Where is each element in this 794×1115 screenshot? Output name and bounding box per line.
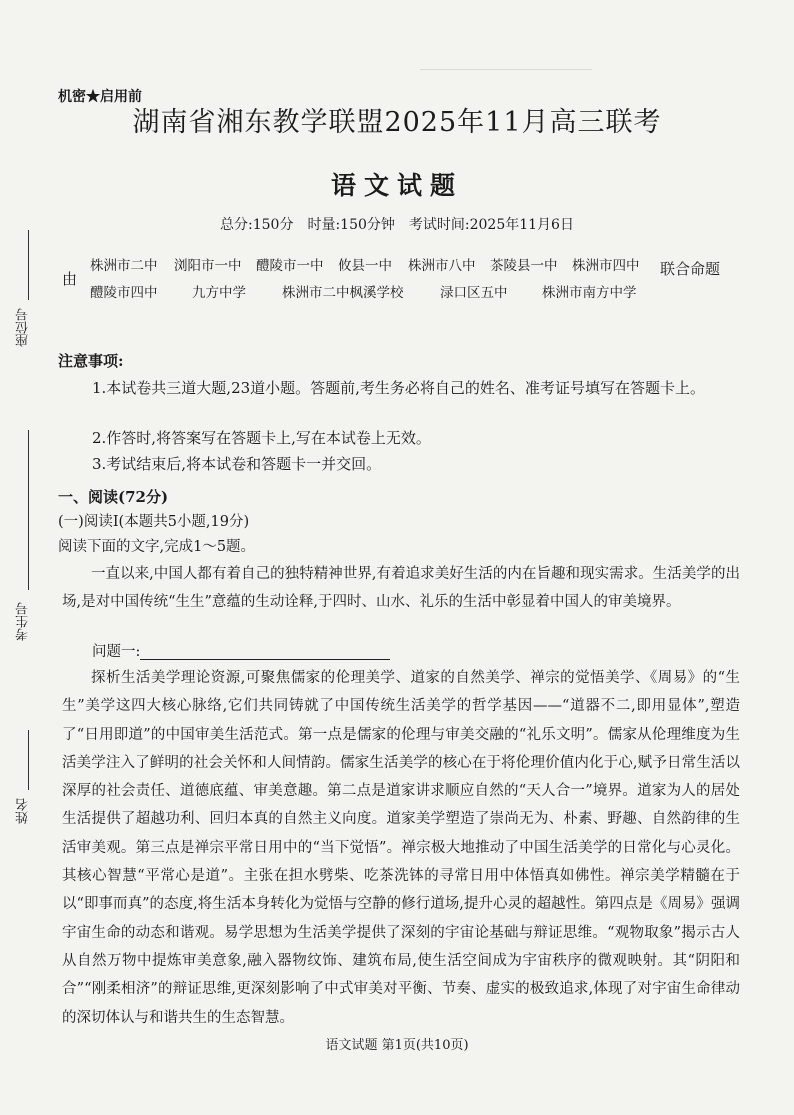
name-line xyxy=(28,730,29,790)
show-through-texture: ────────────────────── xyxy=(420,63,593,78)
question-1-prompt xyxy=(92,640,390,661)
exam-title: 湖南省湘东教学联盟2025年11月高三联考 xyxy=(132,107,662,138)
school-name: 株洲市二中 xyxy=(90,258,158,274)
note-item: 1.本试卷共三道大题,23道小题。答题前,考生务必将自己的姓名、准考证号填写在答题卡上。 xyxy=(92,379,705,397)
school-name: 茶陵县一中 xyxy=(490,258,558,274)
school-name: 浏阳市一中 xyxy=(174,258,242,274)
school-name: 株洲市四中 xyxy=(572,258,640,274)
exam-no-label: 考生号 xyxy=(16,602,31,641)
seat-line xyxy=(28,230,29,300)
section-heading: 一、阅读(72分) xyxy=(58,488,169,506)
confidential-mark: 机密★启用前 xyxy=(58,89,142,105)
question-1-label: 问题一: xyxy=(92,644,141,660)
note-item: 3.考试结束后,将本试卷和答题卡一并交回。 xyxy=(92,455,382,473)
page-footer: 语文试题 第1页(共10页) xyxy=(325,1038,469,1053)
notes-heading: 注意事项: xyxy=(58,352,124,370)
seat-label: 座位号 xyxy=(16,308,31,347)
subsection-heading: (一)阅读Ⅰ(本题共5小题,19分) xyxy=(58,514,250,530)
binding-margin xyxy=(14,230,48,870)
passage-paragraph-2: 探析生活美学理论资源,可聚焦儒家的伦理美学、道家的自然美学、禅宗的觉悟美学、《周易》的“生生”美学这四大核心脉络,它们共同铸就了中国传统生活美学的哲学基因——“道器不二,即用显体”,塑造了“日用即道”的中国审美生活范式。第一点是儒家的伦理与审美交融的“礼乐文明”。儒家从伦理维度为生活美学注入了鲜明的社会关怀和人间情韵。儒家生活美学的核心在于将伦理价值内化于心,赋予日常生活以深厚的社会责任、道德底蕴、审美意趣。第二点是道家讲求顺应自然的“天人合一”境界。道家为人的居处生活提供了超越功利、回归本真的自然主义向度。道家美学塑造了崇尚无为、朴素、野趣、自然韵律的生活审美观。第三点是禅宗平常日用中的“当下觉悟”。禅宗极大地推动了中国生活美学的日常化与心灵化。其核心智慧“平常心是道”。主张在担水劈柴、吃茶洗钵的寻常日用中体悟真如佛性。禅宗美学精髓在于以“即事而真”的态度,将生活本身转化为觉悟与空静的修行道场,提升心灵的超越性。第四点是《周易》强调宇宙生命的动态和谐观。易学思想为生活美学提供了深刻的宇宙论基础与辩证思维。“观物取象”揭示古人从自然万物中提炼审美意象,融入器物纹饰、建筑布局,使生活空间成为宇宙秩序的微观映射。其“阴阳和合”“刚柔相济”的辩证思维,更深刻影响了中式审美对平衡、节奏、虚实的极致追求,体现了对宇宙生命律动的深切体认与和谐共生的生态智慧。 xyxy=(62,670,740,1026)
school-name: 九方中学 xyxy=(192,285,246,301)
name-label: 姓名 xyxy=(16,798,31,824)
organizers-prefix: 由 xyxy=(62,270,78,288)
school-name: 株洲市八中 xyxy=(408,258,476,274)
school-name: 醴陵市四中 xyxy=(90,285,158,301)
school-name: 株洲市二中枫溪学校 xyxy=(282,285,404,301)
answer-blank-line xyxy=(140,645,390,660)
passage-paragraph-1: 一直以来,中国人都有着自己的独特精神世界,有着追求美好生活的内在旨趣和现实需求。生活美学的出场,是对中国传统“生生”意蕴的生动诠释,于四时、山水、礼乐的生活中彰显着中国人的审美境界。 xyxy=(62,566,740,610)
note-item: 2.作答时,将答案写在答题卡上,写在本试卷上无效。 xyxy=(92,429,431,447)
exam-meta: 总分:150分 时量:150分钟 考试时间:2025年11月6日 xyxy=(220,217,574,233)
school-name: 攸县一中 xyxy=(338,258,392,274)
school-name: 醴陵市一中 xyxy=(256,258,324,274)
organizers-suffix: 联合命题 xyxy=(660,260,721,278)
school-name: 渌口区五中 xyxy=(440,285,508,301)
subject-title: 语文试题 xyxy=(330,171,463,200)
exam-no-line xyxy=(28,430,29,590)
reading-instruction: 阅读下面的文字,完成1～5题。 xyxy=(58,539,256,555)
school-name: 株洲市南方中学 xyxy=(542,285,637,301)
